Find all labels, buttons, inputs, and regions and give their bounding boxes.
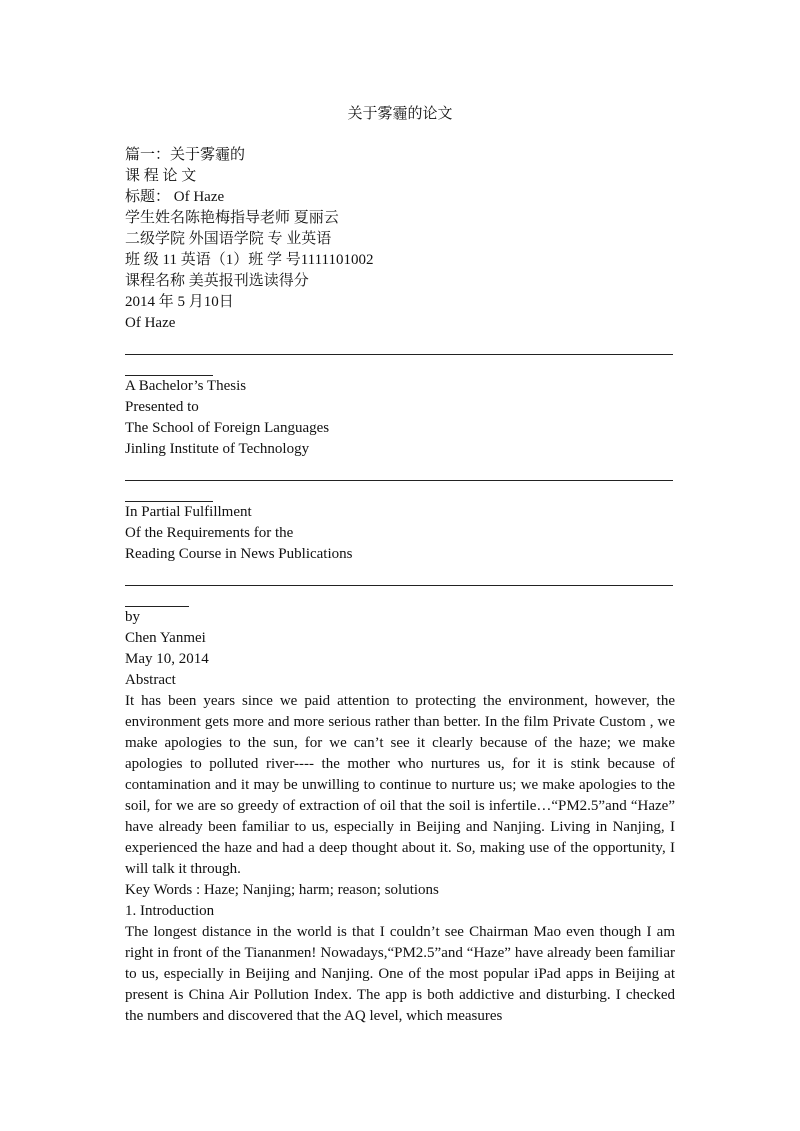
intro-text: The longest distance in the world is that I couldn’t see Chairman Mao even though I am right in front of the Tiananmen! Nowadays,“PM2.5”and “Haze” have already been familiar to us, especially in Beijing and Nanjing. One of the most popular iPad apps in Beijing at present is China Air Pollution Index. The app is both addictive and disturbing. I checked the numbers and discovered that the AQ level, which measures bbox=[125, 924, 675, 1024]
divider-line bbox=[125, 334, 673, 355]
thesis-line: Of the Requirements for the bbox=[125, 525, 294, 541]
divider-line bbox=[125, 481, 213, 502]
header-line: 课程名称 美英报刊选读得分 bbox=[125, 273, 309, 289]
thesis-line: In Partial Fulfillment bbox=[125, 504, 252, 520]
date-line: May 10, 2014 bbox=[125, 651, 209, 667]
thesis-line: Presented to bbox=[125, 399, 199, 415]
thesis-line: The School of Foreign Languages bbox=[125, 420, 330, 436]
abstract-heading: Abstract bbox=[125, 672, 176, 688]
header-line: Of Haze bbox=[125, 315, 176, 331]
divider-line bbox=[125, 586, 189, 607]
thesis-line: A Bachelor’s Thesis bbox=[125, 378, 247, 394]
header-line: 课 程 论 文 bbox=[125, 168, 197, 184]
divider-line bbox=[125, 460, 673, 481]
thesis-line: Jinling Institute of Technology bbox=[125, 441, 310, 457]
header-line: 标题： Of Haze bbox=[125, 189, 225, 205]
header-line: 学生姓名陈艳梅指导老师 夏丽云 bbox=[125, 210, 339, 226]
abstract-text: It has been years since we paid attention to protecting the environment, however, the environment gets more and more serious rather than better. In the film Private Custom , we make apologies to the sun, for we can’t see it clearly because of the haze; we make apologies to polluted river---- the mother who nurtures us, for it is stink because of contamination and it may be unwilling to continue to nurture us; we make apologies to the soil, for we are so greedy of extraction of oil that the soil is infertile…“PM2.5”and “Haze” have already been familiar to us, especially in Beijing and Nanjing. Living in Nanjing, I experienced the haze and had a deep thought about it. So, making use of the opportunity, I will talk it through. bbox=[125, 693, 675, 877]
header-line: 篇一：关于雾霾的 bbox=[125, 147, 246, 163]
document-body bbox=[125, 145, 675, 1027]
divider-line bbox=[125, 565, 673, 586]
header-line: 2014 年 5 月10日 bbox=[125, 294, 234, 310]
header-line: 班 级 11 英语（1）班 学 号1111101002 bbox=[125, 252, 374, 268]
author-name: Chen Yanmei bbox=[125, 630, 206, 646]
divider-line bbox=[125, 355, 213, 376]
header-line: 二级学院 外国语学院 专 业英语 bbox=[125, 231, 332, 247]
thesis-line: by bbox=[125, 609, 140, 625]
intro-heading: 1. Introduction bbox=[125, 903, 215, 919]
document-title: 关于雾霾的论文 bbox=[347, 106, 453, 122]
keywords-line: Key Words : Haze; Nanjing; harm; reason; solutions bbox=[125, 882, 439, 898]
thesis-line: Reading Course in News Publications bbox=[125, 546, 353, 562]
